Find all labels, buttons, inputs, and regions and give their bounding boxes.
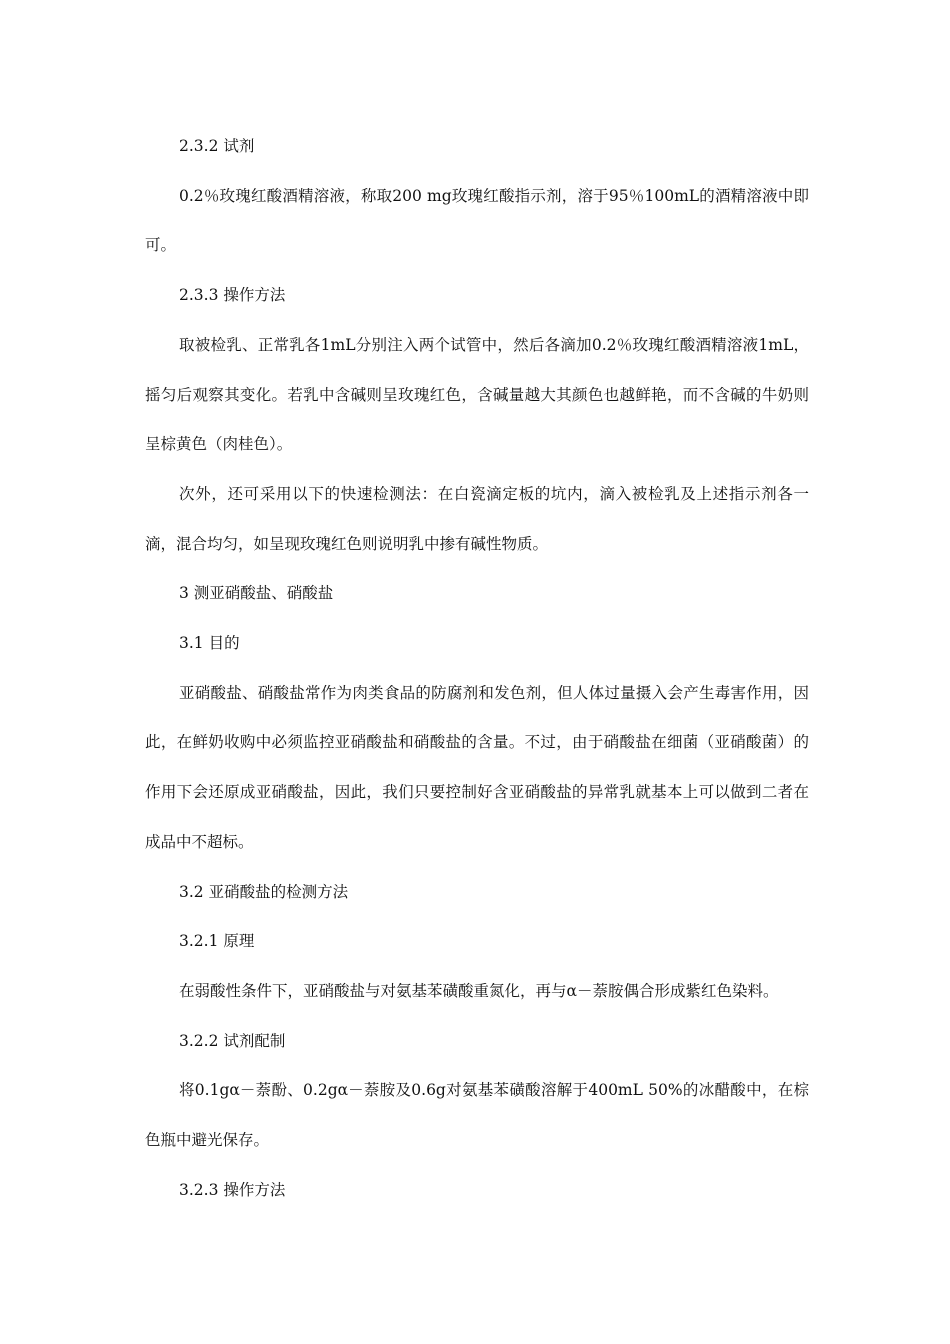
heading-3-1: 3.1 目的 — [179, 634, 240, 653]
document-body — [145, 122, 809, 1215]
heading-2-3-3: 2.3.3 操作方法 — [179, 286, 286, 305]
heading-3-2: 3.2 亚硝酸盐的检测方法 — [179, 882, 349, 901]
heading-3-2-3: 3.2.3 操作方法 — [179, 1180, 286, 1199]
paragraph-principle: 在弱酸性条件下，亚硝酸盐与对氨基苯磺酸重氮化，再与α－萘胺偶合形成紫红色染料。 — [179, 981, 779, 1000]
paragraph-procedure: 取被检乳、正常乳各1mL分别注入两个试管中，然后各滴加0.2％玫瑰红酸酒精溶液1mL，摇匀后观察其变化。若乳中含碱则呈玫瑰红色，含碱量越大其颜色也越鲜艳，而不含碱的牛奶则呈棕黄色（肉桂色）。 — [145, 335, 809, 454]
paragraph-reagent-formula: 将0.1gα－萘酚、0.2gα－萘胺及0.6g对氨基苯磺酸溶解于400mL 50%的冰醋酸中，在棕色瓶中避光保存。 — [145, 1081, 809, 1150]
heading-3-2-1: 3.2.1 原理 — [179, 932, 255, 951]
heading-2-3-2: 2.3.2 试剂 — [179, 137, 255, 155]
paragraph-reagent-preparation: 0.2％玫瑰红酸酒精溶液，称取200 mg玫瑰红酸指示剂，溶于95％100mL的酒精溶液中即可。 — [145, 186, 809, 255]
paragraph-quick-test: 次外，还可采用以下的快速检测法：在白瓷滴定板的坑内，滴入被检乳及上述指示剂各一滴，混合均匀，如呈现玫瑰红色则说明乳中掺有碱性物质。 — [145, 484, 809, 553]
heading-3: 3 测亚硝酸盐、硝酸盐 — [179, 584, 334, 603]
paragraph-purpose: 亚硝酸盐、硝酸盐常作为肉类食品的防腐剂和发色剂，但人体过量摄入会产生毒害作用，因此，在鲜奶收购中必须监控亚硝酸盐和硝酸盐的含量。不过，由于硝酸盐在细菌（亚硝酸菌）的作用下会还原成亚硝酸盐，因此，我们只要控制好含亚硝酸盐的异常乳就基本上可以做到二者在成品中不超标。 — [145, 683, 809, 851]
heading-3-2-2: 3.2.2 试剂配制 — [179, 1031, 286, 1050]
